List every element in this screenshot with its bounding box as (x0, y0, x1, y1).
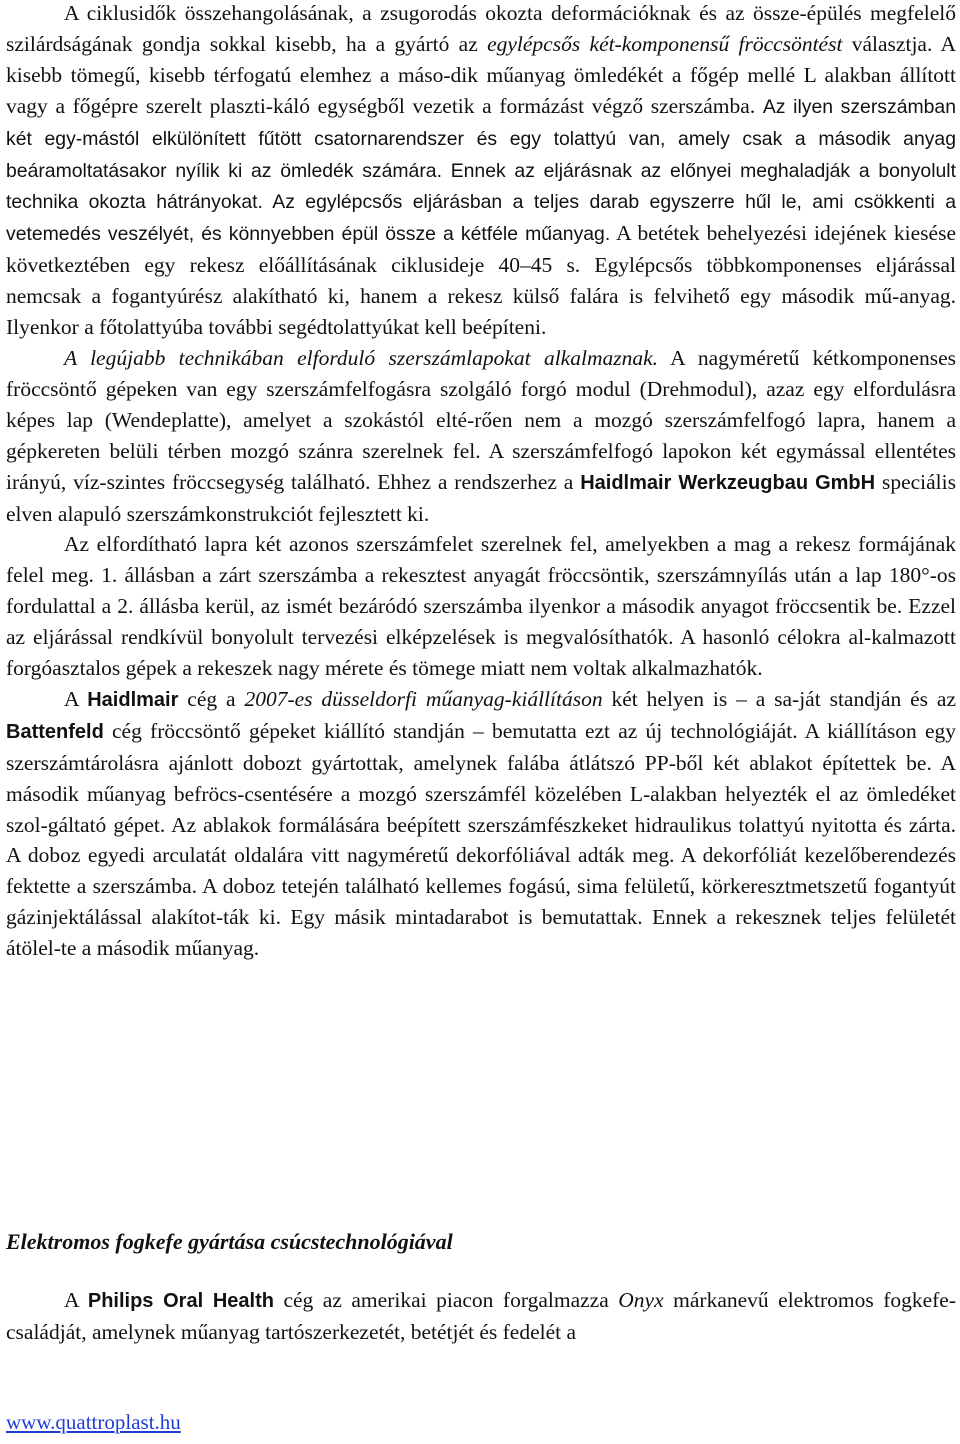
emphasis-sentence: A legújabb technikában elforduló szerszámlapokat alkalmaznak. (64, 345, 659, 370)
text-run: cég az amerikai piacon forgalmazza (273, 1288, 619, 1312)
text-run: A (64, 686, 88, 711)
company-name-haidlmair-werkzeugbau: Haidlmair Werkzeugbau GmbH (580, 471, 876, 494)
section-heading: Elektromos fogkefe gyártása csúcstechnológiával (6, 1229, 453, 1254)
text-run: választja. A kisebb tömegű, kisebb térfogatú elemhez a máso-dik műanyag ömledékét a főgép mellé L alakban állított vagy a főgépre szerelt plaszti-káló egységből vezetik a formázást végző szerszámba. (6, 31, 956, 118)
text-run: A nagyméretű kétkomponenses fröccsöntő gépeken van egy szerszámfelfogásra szolgáló forgó modul (Drehmodul), azaz egy elfordulásra képes lap (Wendeplatte), amelyet a szokástól elté-rően nem a mozgó szerszámfelfogó lapra, hanem a gépkereten belüli térben mozgó szánra szerelnek fel. A szerszámfelfogó lapokon két egymással ellentétes irányú, víz-szintes fröccsegység található. Ehhez a rendszerhez a (6, 345, 956, 494)
text-run-sans: Az ilyen szerszámban két egy-mástól elkülönített fűtött csatornarendszer és egy tolattyú van, amely csak a második anyag beáramoltatásakor nyílik ki az ömledék számára. Ennek az eljárásnak az előnyei meghaladják a bonyolult technika okozta hátrányokat. Az egylépcsős eljárásban a teljes darab egyszerre hűl le, ami csökkenti a vetemedés veszélyét, és könnyebben épül össze a kétféle műanyag. (6, 95, 956, 246)
text-run: A betétek behelyezési idejének kiesése következtében egy rekesz előállításának ciklusideje 40–45 s. Egylépcsős többkomponenses eljárással nemcsak a fogantyúrész alakítható ki, hanem a rekesz külső falára is felvihető egy második mű-anyag. Ilyenkor a főtolattyúba további segédtolattyúkat kell beépíteni. (6, 221, 956, 340)
text-run: speciális elven alapuló szerszámkonstrukciót fejlesztett ki. (6, 469, 956, 526)
company-name-philips: Philips Oral Health (87, 1290, 274, 1312)
paragraph-exhibition (6, 684, 956, 964)
company-name-haidlmair: Haidlmair (87, 688, 179, 711)
emphasis-term: egylépcsős két-komponensű fröccsöntést (487, 31, 843, 56)
paragraph-two-component-molding (6, 0, 956, 343)
text-run: Az elfordítható lapra két azonos szerszámfelet szerelnek fel, amelyekben a mag a rekesz formájának felel meg. 1. állásban a zárt szerszámba a rekesztest anyagát fröccsöntik, szerszámnyílás után a lap 180°-os fordulattal a 2. állásba kerül, az ismét bezáródó szerszámba ilyenkor a második anyagot fröccsentik be. Ezzel az eljárással rendkívül bonyolult tervezési elképzelések is megvalósíthatók. A hasonló célokra al-kalmazott forgóasztalos gépek a rekeszek nagy mérete és tömege miatt nem voltak alkalmazhatók. (6, 532, 956, 681)
document-page (6, 0, 956, 1444)
text-run: márkanevű elektromos fogkefe-családját, amelynek műanyag tartószerkezetét, betétjét és fedelét a (6, 1288, 957, 1344)
text-run: cég a (178, 686, 245, 711)
text-run: cég fröccsöntő gépeket kiállító standján – bemutatta ezt az új technológiáját. A kiállításon egy szerszámtárolásra ajánlott dobozt gyártottak, amelynek falába átlátszó PP-ből két ablakot építettek be. A második műanyag befröcs-csentésére a mozgó szerszámfél közelében L-alakban helyezték el az ömledéket szol-gáltató gépet. Az ablakok formálására beépített szerszámfészkeket hidraulikus tolattyú nyitotta és zárta. A doboz egyedi arculatát oldalára vitt nagyméretű dekorfóliával adták meg. A dekorfóliát kezelőberendezés fektette a szerszámba. A doboz tetején található kellemes fogású, sima felületű, körkeresztmetszetű fogantyút gázinjektálással alakítot-ták ki. Egy másik mintadarabot is bemutattak. Ennek a rekesznek teljes felületét átölel-te a második műanyag. (6, 718, 956, 961)
company-name-battenfeld: Battenfeld (6, 720, 104, 743)
paragraph-rotating-plates (6, 343, 956, 529)
paragraph-rotating-process (6, 529, 956, 684)
brand-name-onyx: Onyx (618, 1288, 664, 1312)
footer-website-link[interactable]: www.quattroplast.hu (6, 1410, 181, 1434)
text-run: A ciklusidők összehangolásának, a zsugorodás okozta deformációknak és az össze-épülés megfelelő szilárdságának gondja sokkal kisebb, ha a gyártó az (6, 1, 956, 56)
article-body (6, 0, 956, 964)
emphasis-exhibition: 2007-es düsseldorfi műanyag-kiállításon (244, 686, 603, 711)
article-body-continued (6, 1285, 956, 1348)
text-run: A (64, 1288, 88, 1312)
text-run: két helyen is – a sa-ját standján és az (602, 686, 956, 711)
paragraph-philips (6, 1285, 956, 1348)
